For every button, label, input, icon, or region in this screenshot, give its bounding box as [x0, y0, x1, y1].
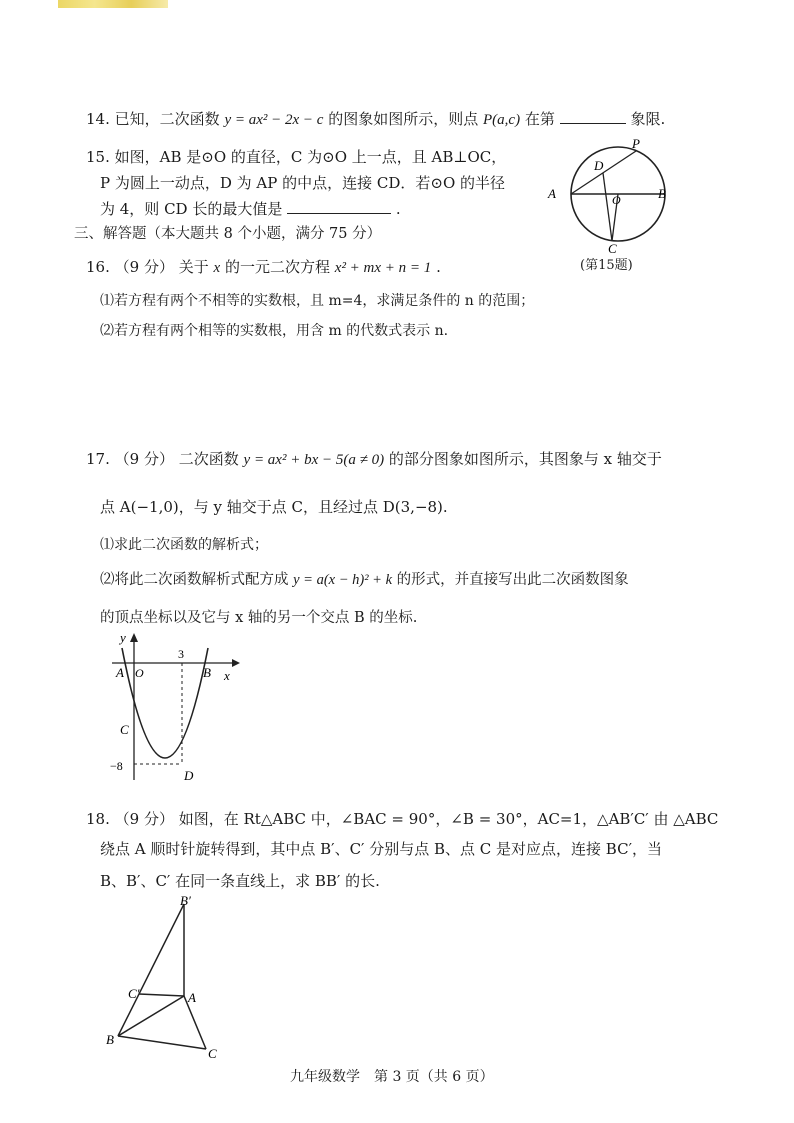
q15-line3-end: .	[395, 200, 401, 218]
q17-line2: 点 A(−1,0)，与 y 轴交于点 C，且经过点 D(3,−8).	[100, 498, 448, 516]
label-a: A	[188, 990, 196, 1005]
label-p: P	[632, 138, 640, 151]
q17-score: （9 分）	[114, 450, 174, 468]
chord-ap	[571, 151, 636, 194]
q17-number: 17.	[86, 450, 110, 468]
question-15-line3	[100, 198, 401, 219]
label-d: D	[594, 158, 604, 173]
q17-part2-line2: 的顶点坐标以及它与 x 轴的另一个交点 B 的坐标.	[100, 610, 418, 626]
q17-parabola-graph	[108, 628, 248, 788]
q18-line3: B、B′、C′ 在同一条直线上，求 BB′ 的长.	[100, 872, 380, 890]
label-o: O	[612, 193, 621, 207]
q18-line2: 绕点 A 顺时针旋转得到，其中点 B′、C′ 分别与点 B、点 C 是对应点，连接 BC′，当	[100, 840, 662, 858]
q16-part1: ⑴若方程有两个不相等的实数根，且 m=4，求满足条件的 n 的范围；	[100, 293, 535, 309]
segment-cd	[603, 173, 612, 241]
q17-part2	[100, 568, 629, 589]
parabola-curve	[122, 648, 208, 758]
q14-point: P(a,c)	[483, 112, 521, 128]
label-b: B	[203, 665, 211, 680]
q15-line2: P 为圆上一动点，D 为 AP 的中点，连接 CD．若⊙O 的半径	[100, 174, 506, 192]
q14-text-a: 已知，二次函数	[114, 110, 220, 128]
segment-ac-prime	[139, 994, 184, 996]
page-footer: 九年级数学 第 3 页（共 6 页）	[290, 1069, 494, 1085]
q16-part2: ⑵若方程有两个相等的实数根，用含 m 的代数式表示 n.	[100, 323, 449, 339]
q17-stem-a: 二次函数	[178, 450, 239, 468]
question-16	[86, 256, 441, 277]
q17-part2-b: 的形式，并直接写出此二次函数图象	[396, 572, 629, 588]
q16-stem-end: .	[436, 258, 441, 276]
q17-formula: y = ax² + bx − 5(a ≠ 0)	[243, 452, 385, 468]
q18-line1: 如图，在 Rt△ABC 中，∠BAC = 90°，∠B = 30°，AC=1，△AB′C′ 由 △ABC	[178, 810, 719, 828]
q14-answer-blank[interactable]	[560, 123, 626, 124]
q15-answer-blank[interactable]	[287, 213, 391, 214]
q14-text-d: 象限.	[630, 110, 666, 128]
scan-artifact	[58, 0, 168, 8]
q15-figure-caption: (第15题)	[580, 258, 633, 273]
q15-line3: 为 4，则 CD 长的最大值是	[100, 200, 283, 218]
q14-formula: y = ax² − 2x − c	[224, 112, 324, 128]
q18-triangle-figure	[100, 894, 240, 1064]
segment-bc	[118, 1036, 206, 1049]
x-axis-arrow	[232, 659, 240, 667]
q17-part2-formula: y = a(x − h)² + k	[293, 572, 393, 588]
q16-equation: x² + mx + n = 1	[334, 260, 432, 276]
q16-var: x	[213, 260, 221, 276]
q17-part1: ⑴求此二次函数的解析式；	[100, 537, 268, 553]
q18-score: （9 分）	[114, 810, 174, 828]
question-14	[86, 108, 665, 129]
label-b: B	[106, 1032, 114, 1047]
section-3-title: 三、解答题（本大题共 8 个小题，满分 75 分）	[74, 226, 382, 242]
label-b: B	[658, 186, 666, 201]
q14-number: 14.	[86, 110, 110, 128]
q17-stem-b: 的部分图象如图所示，其图象与 x 轴交于	[388, 450, 662, 468]
question-15-line1	[86, 146, 506, 167]
label-three: 3	[178, 647, 184, 661]
label-o: O	[135, 666, 144, 680]
q14-text-c: 在第	[524, 110, 555, 128]
y-axis-arrow	[130, 633, 138, 642]
label-x: x	[224, 668, 230, 683]
q16-stem-b: 的一元二次方程	[224, 258, 330, 276]
label-a: A	[116, 665, 124, 680]
label-c: C	[208, 1046, 217, 1061]
q15-line1: 如图，AB 是⊙O 的直径，C 为⊙O 上一点，且 AB⊥OC，	[114, 148, 507, 166]
label-c: C	[608, 241, 617, 256]
label-minus-8: −8	[110, 759, 123, 773]
label-b-prime: B′	[180, 894, 191, 908]
question-17	[86, 448, 662, 469]
question-18	[86, 808, 718, 829]
q15-number: 15.	[86, 148, 110, 166]
q17-part2-a: ⑵将此二次函数解析式配方成	[100, 572, 289, 588]
q14-text-b: 的图象如图所示，则点	[328, 110, 479, 128]
q16-score: （9 分）	[114, 258, 174, 276]
label-c-prime: C′	[128, 986, 140, 1001]
label-d: D	[184, 768, 194, 783]
label-a: A	[548, 186, 556, 201]
label-c: C	[120, 722, 129, 737]
q18-number: 18.	[86, 810, 110, 828]
q16-stem-a: 关于	[178, 258, 209, 276]
q16-number: 16.	[86, 258, 110, 276]
label-y: y	[120, 630, 126, 645]
